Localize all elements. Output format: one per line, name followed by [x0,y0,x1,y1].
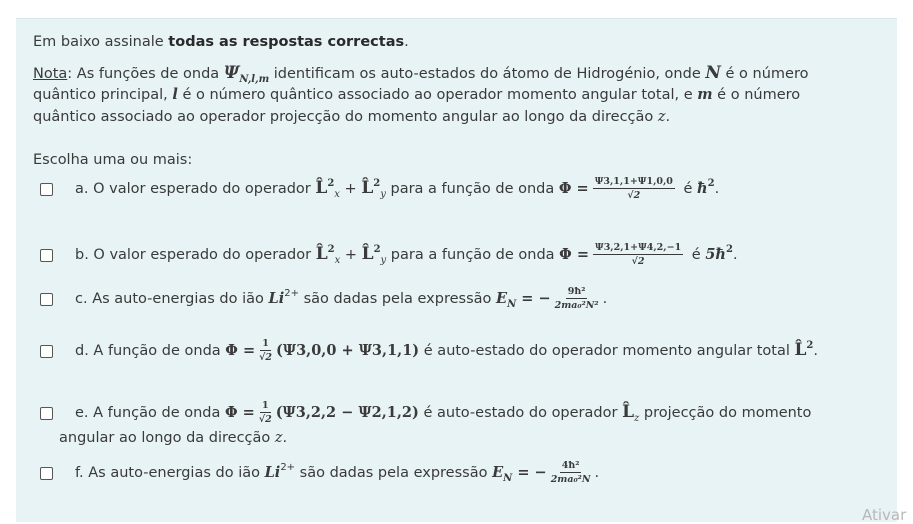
option-a-label: a. O valor esperado do operador L̂$^2_x$ + L̂$^2_y$ para a função de onda Φ = $\frac{\Psi 3,1,1+\Psi 1,0,0}{√2}$ é $ħ^2$. [75,176,720,201]
option-d-label: d. A função de onda Φ = $\frac{1}{√2}$ (Ψ3,0,0 + Ψ3,1,1) é auto-estado do operador momento angular total L̂$^2$. [75,338,818,363]
option-c[interactable] [40,286,607,312]
option-a-checkbox[interactable] [40,183,53,196]
note-line-1: Nota: As funções de onda $\Psi_{N,l,m}$ identificam os auto-estados do átomo de Hidrogénio, onde N é o número [33,63,809,85]
option-f[interactable] [40,460,599,486]
note-line-2: quântico principal, l é o número quântico associado ao operador momento angular total, e m é o número [33,86,801,103]
option-f-label: f. As auto-energias do ião $Li^{2+}$ são dadas pela expressão $E_N$ = − $\frac{\text{4ħ²}}{\text{2ma₀²N}}$ . [75,460,600,485]
option-b[interactable] [40,242,738,268]
option-e-checkbox[interactable] [40,407,53,420]
option-f-checkbox[interactable] [40,467,53,480]
option-a[interactable] [40,176,719,202]
option-b-label: b. O valor esperado do operador L̂$^2_x$ + L̂$^2_y$ para a função de onda Φ = $\frac{\Psi 3,2,1+\Psi 4,2,-1}{√2}$ é $5ħ^2$. [75,242,738,267]
note-line-3: quântico associado ao operador projecção do momento angular ao longo da direcção z. [33,109,671,125]
option-e-label-line-2: angular ao longo da direcção z. [59,430,288,446]
option-c-checkbox[interactable] [40,293,53,306]
option-d-checkbox[interactable] [40,345,53,358]
question-instruction: Em baixo assinale todas as respostas correctas. [33,34,409,50]
choose-label: Escolha uma ou mais: [33,152,193,168]
activate-watermark: Ativar [862,506,907,524]
option-e[interactable] [40,400,811,426]
option-e-label: e. A função de onda Φ = $\frac{1}{√2}$ (Ψ3,2,2 − Ψ2,1,2) é auto-estado do operador $L̂_z$ projecção do momento [75,400,812,425]
option-c-label: c. As auto-energias do ião $Li^{2+}$ são dadas pela expressão $E_N$ = − $\frac{\text{9ħ²}}{\text{2ma₀²N²}}$ . [75,286,608,311]
option-d[interactable] [40,338,818,364]
option-b-checkbox[interactable] [40,249,53,262]
